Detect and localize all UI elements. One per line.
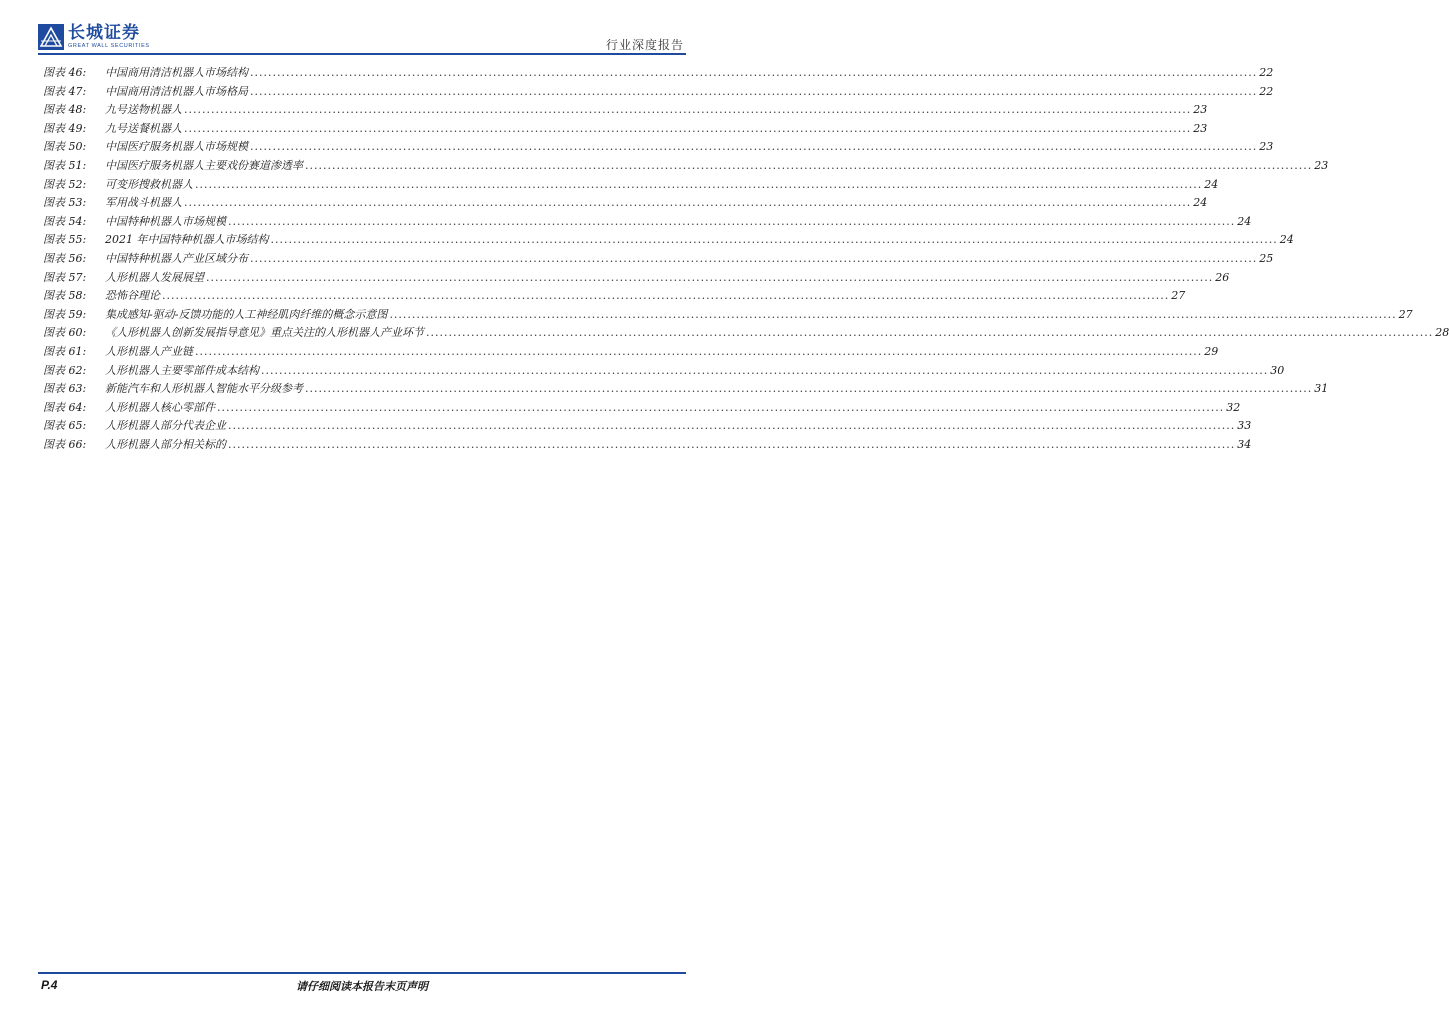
toc-entry-label: 图表 49: xyxy=(43,121,87,135)
toc-entry-page: 24 xyxy=(1279,233,1294,247)
toc-entry-page: 24 xyxy=(1237,214,1252,228)
logo-chinese-name: 长城证券 xyxy=(68,23,140,43)
toc-entry-label: 图表 53: xyxy=(43,196,87,210)
great-wall-logo-icon xyxy=(38,24,64,50)
toc-entry-label: 图表 47: xyxy=(43,84,87,98)
page-number: P.4 xyxy=(41,978,58,992)
toc-entry-leader xyxy=(228,215,1235,228)
toc-entry-page: 22 xyxy=(1259,66,1274,79)
footer-disclaimer: 请仔细阅读本报告末页声明 xyxy=(296,980,428,993)
toc-entry-page: 27 xyxy=(1398,307,1413,321)
toc-entry[interactable] xyxy=(43,194,1208,213)
toc-entry-page: 25 xyxy=(1259,251,1274,265)
toc-entry-page: 29 xyxy=(1204,344,1219,358)
toc-entry-title: 人形机器人核心零部件 xyxy=(105,400,215,414)
toc-entry[interactable] xyxy=(43,64,1274,83)
toc-entry-leader xyxy=(195,178,1202,191)
logo-text xyxy=(68,24,150,50)
toc-entry[interactable] xyxy=(43,436,1252,455)
toc-entry[interactable] xyxy=(43,250,1274,269)
toc-entry-leader xyxy=(250,252,1257,265)
toc-entry-label: 图表 59: xyxy=(43,307,87,321)
toc-entry-label: 图表 52: xyxy=(43,177,87,191)
toc-entry-title: 军用战斗机器人 xyxy=(105,196,182,210)
toc-entry-title: 《人形机器人创新发展指导意见》重点关注的人形机器人产业环节 xyxy=(105,326,424,340)
toc-entry-label: 图表 63: xyxy=(43,382,87,396)
page-header xyxy=(0,0,724,60)
toc-entry-title: 九号送物机器人 xyxy=(105,103,182,117)
toc-entry[interactable] xyxy=(43,380,1329,399)
toc-entry-title: 人形机器人发展展望 xyxy=(105,270,204,284)
toc-entry-label: 图表 58: xyxy=(43,289,87,303)
toc-entry-label: 图表 62: xyxy=(43,363,87,377)
toc-entry-page: 31 xyxy=(1314,382,1329,396)
toc-entry-title: 人形机器人主要零部件成本结构 xyxy=(105,363,259,377)
toc-entry-leader xyxy=(305,382,1312,395)
toc-entry[interactable] xyxy=(43,287,1186,306)
toc-entry[interactable] xyxy=(43,362,1285,381)
toc-entry[interactable] xyxy=(43,157,1329,176)
company-logo xyxy=(38,24,150,50)
toc-entry-title: 中国商用清洁机器人市场结构 xyxy=(105,66,248,79)
toc-entry-label: 图表 51: xyxy=(43,158,87,172)
toc-entry-title: 2021 年中国特种机器人市场结构 xyxy=(105,233,269,247)
report-type-label: 行业深度报告 xyxy=(605,38,684,52)
toc-entry-leader xyxy=(228,438,1235,451)
toc-entry[interactable] xyxy=(43,324,1449,343)
toc-entry-leader xyxy=(250,66,1257,79)
toc-entry[interactable] xyxy=(43,176,1219,195)
header-divider xyxy=(38,53,686,55)
toc-entry-page: 22 xyxy=(1259,84,1274,98)
toc-entry-label: 图表 56: xyxy=(43,251,87,265)
toc-entry-leader xyxy=(162,289,1169,302)
toc-entry-leader xyxy=(261,364,1268,377)
toc-entry-page: 34 xyxy=(1237,437,1252,451)
figure-list xyxy=(43,64,1449,454)
toc-entry-leader xyxy=(271,233,1278,246)
toc-entry-leader xyxy=(250,140,1257,153)
toc-entry[interactable] xyxy=(43,101,1208,120)
toc-entry-label: 图表 65: xyxy=(43,419,87,433)
toc-entry[interactable] xyxy=(43,120,1208,139)
toc-entry-title: 九号送餐机器人 xyxy=(105,121,182,135)
toc-entry-leader xyxy=(195,345,1202,358)
toc-entry-title: 集成感知-驱动-反馈功能的人工神经肌肉纤维的概念示意图 xyxy=(105,307,388,321)
toc-entry-label: 图表 46: xyxy=(43,66,87,79)
toc-entry-page: 24 xyxy=(1204,177,1219,191)
toc-entry-label: 图表 48: xyxy=(43,103,87,117)
toc-entry-label: 图表 57: xyxy=(43,270,87,284)
toc-entry-title: 人形机器人产业链 xyxy=(105,344,193,358)
toc-entry-page: 27 xyxy=(1171,289,1186,303)
toc-entry-leader xyxy=(184,196,1191,209)
toc-entry[interactable] xyxy=(43,213,1252,232)
toc-entry-label: 图表 61: xyxy=(43,344,87,358)
toc-entry-page: 33 xyxy=(1237,419,1252,433)
toc-entry-label: 图表 55: xyxy=(43,233,87,247)
toc-entry-leader xyxy=(206,271,1213,284)
toc-entry[interactable] xyxy=(43,417,1252,436)
toc-entry[interactable] xyxy=(43,399,1241,418)
toc-entry-page: 32 xyxy=(1226,400,1241,414)
toc-entry-title: 新能汽车和人形机器人智能水平分级参考 xyxy=(105,382,303,396)
toc-entry-leader xyxy=(389,308,1396,321)
toc-entry-page: 30 xyxy=(1270,363,1285,377)
toc-entry-title: 中国医疗服务机器人市场规模 xyxy=(105,140,248,154)
toc-entry-title: 中国商用清洁机器人市场格局 xyxy=(105,84,248,98)
toc-entry-page: 28 xyxy=(1435,326,1449,340)
toc-entry-leader xyxy=(250,85,1257,98)
footer-divider xyxy=(38,972,686,974)
toc-entry-title: 可变形搜救机器人 xyxy=(105,177,193,191)
toc-entry-title: 人形机器人部分相关标的 xyxy=(105,437,226,451)
toc-entry-leader xyxy=(184,103,1191,116)
toc-entry-leader xyxy=(305,159,1312,172)
toc-entry-title: 中国特种机器人产业区域分布 xyxy=(105,251,248,265)
toc-entry-page: 23 xyxy=(1193,103,1208,117)
toc-entry-title: 中国特种机器人市场规模 xyxy=(105,214,226,228)
toc-entry-leader xyxy=(426,326,1433,339)
toc-entry-title: 人形机器人部分代表企业 xyxy=(105,419,226,433)
toc-entry-label: 图表 64: xyxy=(43,400,87,414)
toc-entry-leader xyxy=(217,401,1224,414)
toc-entry[interactable] xyxy=(43,138,1274,157)
toc-entry-label: 图表 60: xyxy=(43,326,87,340)
toc-entry-leader xyxy=(228,419,1235,432)
toc-entry-title: 恐怖谷理论 xyxy=(105,289,160,303)
toc-entry[interactable] xyxy=(43,306,1413,325)
logo-english-name: GREAT WALL SECURITIES xyxy=(68,43,150,49)
toc-entry-label: 图表 50: xyxy=(43,140,87,154)
toc-entry[interactable] xyxy=(43,343,1219,362)
toc-entry-label: 图表 66: xyxy=(43,437,87,451)
toc-entry[interactable] xyxy=(43,231,1294,250)
toc-entry[interactable] xyxy=(43,269,1230,288)
toc-entry-leader xyxy=(184,122,1191,135)
toc-entry-page: 23 xyxy=(1193,121,1208,135)
toc-entry-page: 24 xyxy=(1193,196,1208,210)
toc-entry[interactable] xyxy=(43,83,1274,102)
toc-entry-label: 图表 54: xyxy=(43,214,87,228)
toc-entry-page: 23 xyxy=(1259,140,1274,154)
toc-entry-page: 26 xyxy=(1215,270,1230,284)
toc-entry-page: 23 xyxy=(1314,158,1329,172)
toc-entry-title: 中国医疗服务机器人主要戏份赛道渗透率 xyxy=(105,158,303,172)
